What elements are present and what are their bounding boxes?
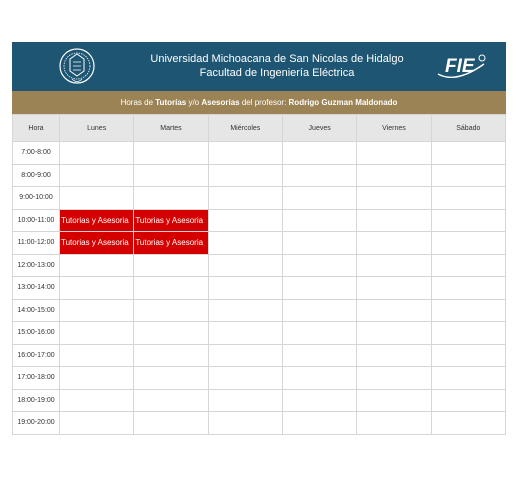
schedule-cell[interactable]	[60, 344, 134, 367]
appointment-cell[interactable]: Tutorias y Asesoria	[134, 232, 208, 255]
schedule-cell[interactable]	[208, 299, 282, 322]
subheader-tutorias: Tutorías	[155, 98, 187, 107]
time-slot-cell: 15:00-16:00	[13, 322, 60, 345]
schedule-cell[interactable]	[282, 412, 356, 435]
time-slot-cell: 11:00-12:00	[13, 232, 60, 255]
schedule-header-row	[13, 115, 506, 142]
time-slot-cell: 7:00-8:00	[13, 142, 60, 165]
table-row	[13, 389, 506, 412]
schedule-cell[interactable]	[60, 164, 134, 187]
schedule-cell[interactable]	[431, 412, 505, 435]
schedule-cell[interactable]	[60, 389, 134, 412]
schedule-cell[interactable]	[357, 142, 431, 165]
schedule-frame	[12, 42, 506, 435]
time-slot-cell: 16:00-17:00	[13, 344, 60, 367]
table-row	[13, 412, 506, 435]
subheader-connector: y/o	[186, 98, 202, 107]
schedule-cell[interactable]	[282, 209, 356, 232]
schedule-cell[interactable]	[208, 209, 282, 232]
subheader-asesorias: Asesorías	[201, 98, 240, 107]
schedule-cell[interactable]	[282, 389, 356, 412]
schedule-cell[interactable]	[431, 299, 505, 322]
schedule-cell[interactable]	[357, 232, 431, 255]
schedule-cell[interactable]	[431, 277, 505, 300]
table-row	[13, 164, 506, 187]
schedule-cell[interactable]	[357, 299, 431, 322]
table-row	[13, 142, 506, 165]
table-row	[13, 209, 506, 232]
schedule-cell[interactable]	[208, 367, 282, 390]
time-slot-cell: 17:00-18:00	[13, 367, 60, 390]
schedule-cell[interactable]	[282, 299, 356, 322]
time-slot-cell: 18:00-19:00	[13, 389, 60, 412]
column-header-miercoles: Miércoles	[208, 115, 282, 142]
column-header-sabado: Sábado	[431, 115, 505, 142]
faculty-name: Facultad de Ingeniería Eléctrica	[199, 67, 355, 79]
schedule-cell[interactable]	[134, 389, 208, 412]
schedule-cell[interactable]	[357, 164, 431, 187]
schedule-cell[interactable]	[282, 277, 356, 300]
schedule-cell[interactable]	[431, 232, 505, 255]
schedule-cell[interactable]	[208, 412, 282, 435]
schedule-cell[interactable]	[357, 412, 431, 435]
time-slot-cell: 8:00-9:00	[13, 164, 60, 187]
schedule-body	[13, 142, 506, 435]
schedule-cell[interactable]	[208, 187, 282, 210]
schedule-cell[interactable]	[357, 209, 431, 232]
schedule-cell[interactable]	[60, 367, 134, 390]
column-header-viernes: Viernes	[357, 115, 431, 142]
table-row	[13, 344, 506, 367]
schedule-cell[interactable]	[282, 142, 356, 165]
university-name: Universidad Michoacana de San Nicolas de Hidalgo	[150, 53, 404, 65]
appointment-cell[interactable]: Tutorias y Asesoria	[60, 232, 134, 255]
schedule-cell[interactable]	[282, 322, 356, 345]
schedule-cell[interactable]	[431, 322, 505, 345]
schedule-cell[interactable]	[134, 412, 208, 435]
time-slot-cell: 9:00-10:00	[13, 187, 60, 210]
header-title	[112, 52, 442, 80]
schedule-cell[interactable]	[134, 344, 208, 367]
schedule-cell[interactable]	[208, 277, 282, 300]
schedule-cell[interactable]	[282, 232, 356, 255]
schedule-cell[interactable]	[208, 142, 282, 165]
schedule-table	[12, 114, 506, 435]
table-row	[13, 277, 506, 300]
schedule-cell[interactable]	[60, 187, 134, 210]
time-slot-cell: 19:00-20:00	[13, 412, 60, 435]
time-slot-cell: 10:00-11:00	[13, 209, 60, 232]
fie-logo-icon	[436, 50, 488, 84]
schedule-cell[interactable]	[134, 277, 208, 300]
schedule-cell[interactable]	[60, 322, 134, 345]
schedule-cell[interactable]	[282, 344, 356, 367]
schedule-cell[interactable]	[431, 164, 505, 187]
schedule-cell[interactable]	[134, 299, 208, 322]
subheader-middle: del profesor:	[239, 98, 289, 107]
column-header-martes: Martes	[134, 115, 208, 142]
time-slot-cell: 14:00-15:00	[13, 299, 60, 322]
schedule-cell[interactable]	[282, 254, 356, 277]
schedule-cell[interactable]	[134, 164, 208, 187]
schedule-cell[interactable]	[60, 277, 134, 300]
schedule-cell[interactable]	[60, 142, 134, 165]
time-slot-cell: 13:00-14:00	[13, 277, 60, 300]
schedule-cell[interactable]	[134, 322, 208, 345]
schedule-cell[interactable]	[208, 254, 282, 277]
schedule-cell[interactable]	[208, 389, 282, 412]
schedule-cell[interactable]	[431, 389, 505, 412]
schedule-cell[interactable]	[357, 277, 431, 300]
column-header-jueves: Jueves	[282, 115, 356, 142]
schedule-cell[interactable]	[208, 164, 282, 187]
schedule-cell[interactable]	[282, 187, 356, 210]
schedule-cell[interactable]	[431, 367, 505, 390]
schedule-cell[interactable]	[357, 344, 431, 367]
schedule-cell[interactable]	[60, 299, 134, 322]
schedule-cell[interactable]	[282, 367, 356, 390]
schedule-cell[interactable]	[282, 164, 356, 187]
subheader-bar	[12, 91, 506, 114]
schedule-cell[interactable]	[208, 232, 282, 255]
schedule-cell[interactable]	[60, 254, 134, 277]
schedule-cell[interactable]	[431, 142, 505, 165]
schedule-cell[interactable]	[134, 367, 208, 390]
schedule-cell[interactable]	[431, 187, 505, 210]
schedule-cell[interactable]	[431, 254, 505, 277]
schedule-cell[interactable]	[357, 322, 431, 345]
schedule-cell[interactable]	[134, 187, 208, 210]
schedule-cell[interactable]	[431, 209, 505, 232]
schedule-cell[interactable]	[60, 412, 134, 435]
column-header-lunes: Lunes	[60, 115, 134, 142]
table-row	[13, 299, 506, 322]
table-row	[13, 232, 506, 255]
schedule-cell[interactable]	[357, 389, 431, 412]
column-header-hora: Hora	[13, 115, 60, 142]
schedule-cell[interactable]	[208, 344, 282, 367]
schedule-cell[interactable]	[134, 142, 208, 165]
table-row	[13, 367, 506, 390]
logo-text: FIE	[445, 56, 475, 77]
subheader-prefix: Horas de	[120, 98, 156, 107]
university-seal-icon	[58, 45, 96, 87]
schedule-cell[interactable]	[208, 322, 282, 345]
table-row	[13, 322, 506, 345]
schedule-cell[interactable]	[357, 367, 431, 390]
table-row	[13, 187, 506, 210]
schedule-cell[interactable]	[357, 254, 431, 277]
header-banner	[12, 42, 506, 91]
professor-name: Rodrigo Guzman Maldonado	[288, 98, 398, 107]
time-slot-cell: 12:00-13:00	[13, 254, 60, 277]
schedule-cell[interactable]	[357, 187, 431, 210]
schedule-cell[interactable]	[431, 344, 505, 367]
appointment-cell[interactable]: Tutorias y Asesoria	[134, 209, 208, 232]
table-row	[13, 254, 506, 277]
appointment-cell[interactable]: Tutorias y Asesoria	[60, 209, 134, 232]
schedule-cell[interactable]	[134, 254, 208, 277]
